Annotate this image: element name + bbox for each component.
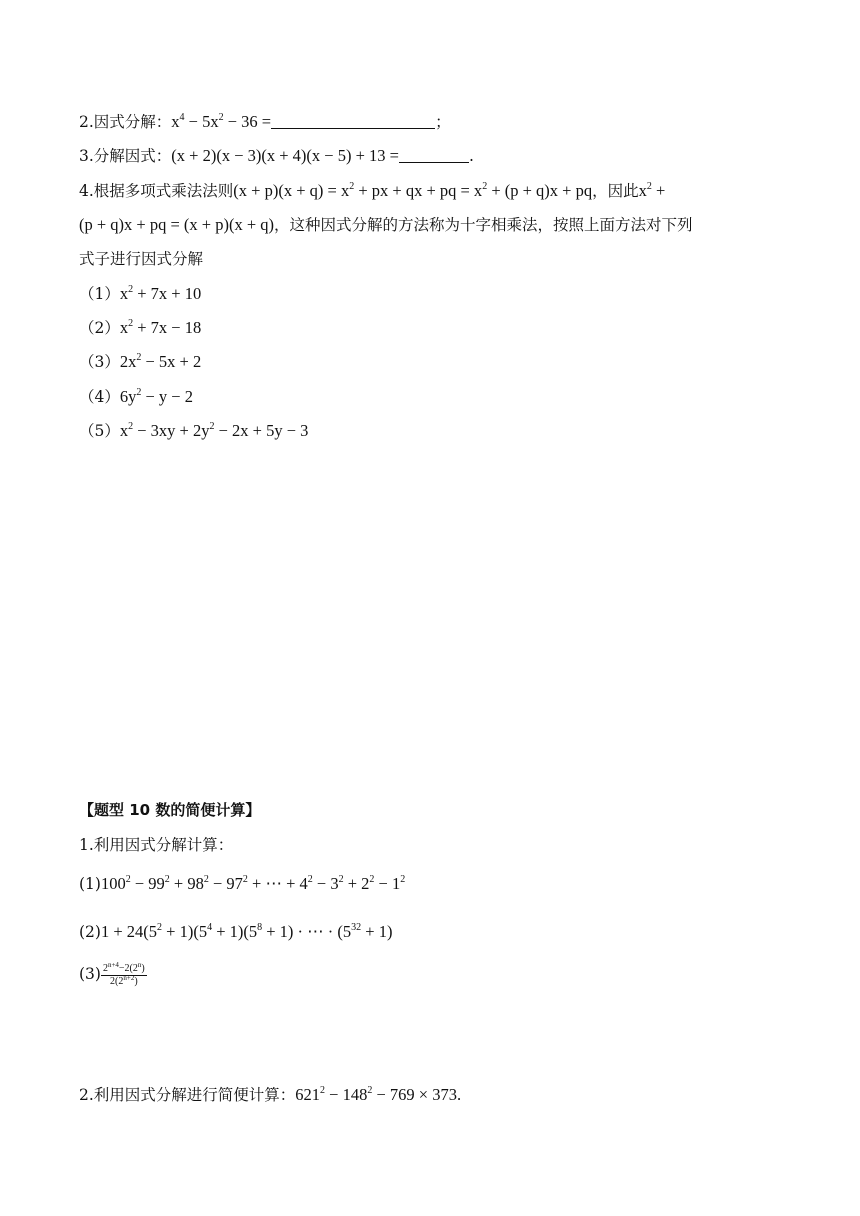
sub-item-3 <box>79 352 201 372</box>
calc-part-3 <box>79 960 147 988</box>
question-4-text-2: ，因此 <box>592 182 639 200</box>
sub-item-expression: $2x^2 - 5x + 2$ <box>119 352 202 371</box>
section-question-2-label: 2.利用因式分解进行简便计算： <box>79 1086 296 1104</box>
calc-part-expression: $1 + 24(5^2 + 1)(5^4 + 1)(5^8 + 1)$ · ⋯ · $(5^{32} + 1)$ <box>100 922 393 941</box>
question-4-line-2 <box>79 215 693 235</box>
sub-item-4 <box>79 387 193 407</box>
question-2-label: 2.因式分解： <box>79 113 172 131</box>
sub-item-expression: $x^2 + 7x - 18$ <box>119 318 202 337</box>
question-4-line-1 <box>79 181 665 201</box>
sub-item-expression: $x^2 + 7x + 10$ <box>119 284 202 303</box>
question-4-formula: $(x + p)(x + q) = x^2$ + px + qx + pq = $x^2 + (p + q)x$ + pq <box>233 181 593 200</box>
sub-item-2 <box>79 318 201 338</box>
question-2 <box>79 112 451 132</box>
sub-item-label: （4） <box>79 388 120 406</box>
sub-item-label: （3） <box>79 353 120 371</box>
section-heading: 【题型 10 数的简便计算】 <box>79 801 261 819</box>
sub-item-5 <box>79 421 308 441</box>
question-4-text: 4.根据多项式乘法法则 <box>79 182 234 200</box>
section-question-2 <box>79 1085 461 1105</box>
fraction <box>101 960 147 988</box>
calc-part-label: (1) <box>79 875 101 893</box>
sub-item-label: （1） <box>79 285 120 303</box>
question-4-formula-3: (p + q)x + pq = (x + p)(x + q) <box>79 215 274 234</box>
sub-item-label: （2） <box>79 319 120 337</box>
calc-part-expression: $100^2 - 99^2 + 98^2 - 97^2$ + ⋯ + $4^2 - 3^2 + 2^2 - 1^2$ <box>100 874 406 893</box>
fraction-numerator: $2^{n+4}-2(2^n)$ <box>102 960 145 974</box>
question-3 <box>79 146 474 166</box>
answer-blank[interactable] <box>271 114 435 129</box>
sub-item-1 <box>79 284 201 304</box>
calc-part-2 <box>79 922 392 942</box>
sub-item-expression: $6y^2 - y - 2$ <box>119 387 193 406</box>
sub-item-label: （5） <box>79 422 120 440</box>
calc-part-1 <box>79 874 405 894</box>
answer-blank[interactable] <box>399 148 469 163</box>
question-3-expression: (x + 2)(x − 3)(x + 4)(x − 5) + 13 = <box>171 146 399 165</box>
question-3-end: . <box>468 147 474 165</box>
question-4-formula-2: $x^2$ + <box>638 181 666 200</box>
section-question-2-expression: $621^2 - 148^2 - 769 \times 373$. <box>295 1085 462 1104</box>
calc-part-label: (2) <box>79 923 101 941</box>
question-4-text-3: ，这种因式分解的方法称为十字相乘法，按照上面方法对下列 <box>274 216 693 234</box>
question-2-expression: $x^4 - 5x^2 - 36$ = <box>171 112 272 131</box>
section-question-1: 1.利用因式分解计算： <box>79 836 234 854</box>
question-2-end: ； <box>435 113 451 131</box>
question-4-line-3: 式子进行因式分解 <box>79 250 204 268</box>
sub-item-expression: $x^2 - 3xy + 2y^2 - 2x + 5y - 3$ <box>119 421 309 440</box>
calc-part-label: (3) <box>79 965 101 983</box>
fraction-denominator: $2(2^{n+2})$ <box>110 973 138 987</box>
question-3-label: 3.分解因式： <box>79 147 172 165</box>
